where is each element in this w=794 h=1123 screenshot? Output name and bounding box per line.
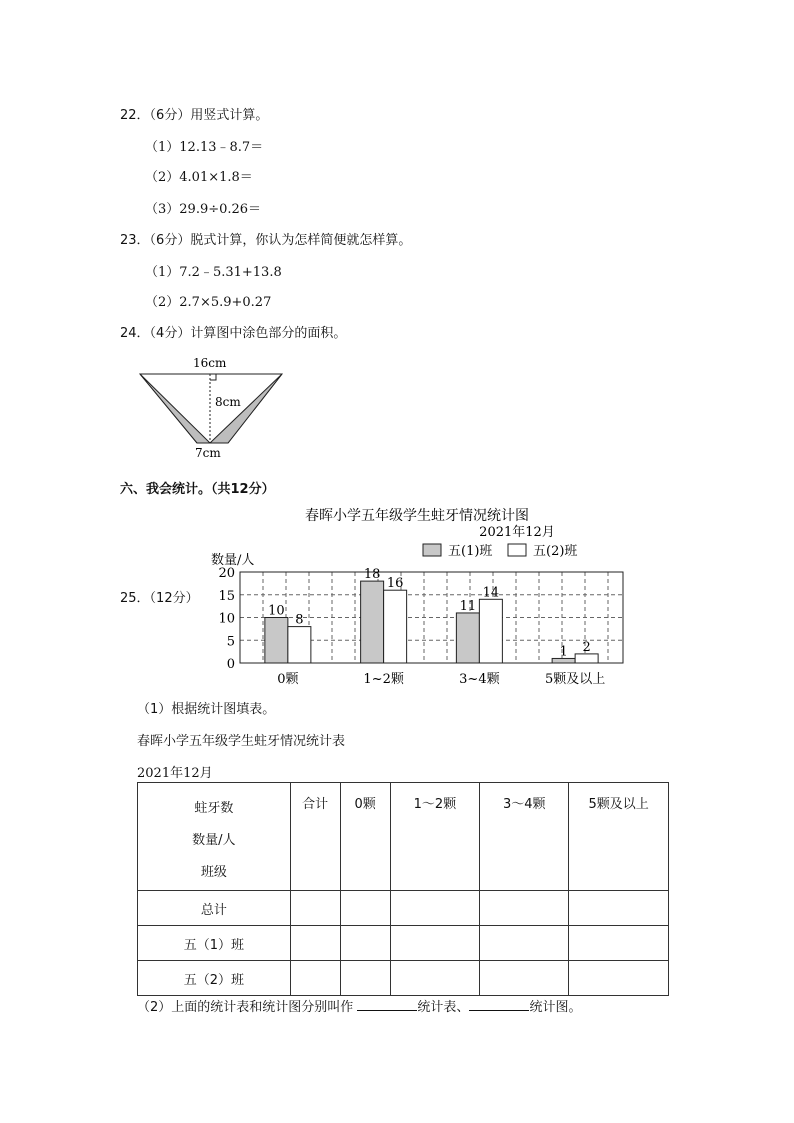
- answer-cell[interactable]: [290, 961, 340, 996]
- trapezoid-height-label: 8cm: [215, 395, 241, 409]
- answer-cell[interactable]: [290, 926, 340, 961]
- q22-title: 22．（6分）用竖式计算。: [120, 108, 269, 123]
- q25-sub2: [137, 996, 581, 1015]
- q23-item-1: （1）7.2﹣5.31+13.8: [145, 265, 282, 280]
- q23-title: 23．（6分）脱式计算，你认为怎样简便就怎样算。: [120, 233, 412, 248]
- answer-cell[interactable]: [480, 961, 569, 996]
- row-label-total: 总计: [138, 891, 291, 926]
- chart-y-axis-label: 数量/人: [211, 553, 255, 568]
- chart-subtitle: 2021年12月: [479, 525, 555, 540]
- bar-value-label: 1: [559, 644, 568, 660]
- q25-number: 25．（12分）: [120, 591, 199, 606]
- y-tick-label: 15: [218, 588, 235, 604]
- answer-blank-chart-type[interactable]: [469, 998, 529, 1011]
- legend-swatch: [508, 544, 526, 556]
- q25-sub2-text-b: 统计表、: [417, 1000, 470, 1015]
- q22-item-3: （3）29.9÷0.26＝: [145, 202, 262, 217]
- section6-title: 六、我会统计。（共12分）: [120, 482, 275, 497]
- table-header-total: 合计: [290, 783, 340, 891]
- table-row: [138, 926, 669, 961]
- trapezoid-figure: [135, 350, 295, 465]
- answer-cell[interactable]: [569, 891, 669, 926]
- legend-swatch: [423, 544, 441, 556]
- legend-label: 五(2)班: [533, 544, 578, 559]
- trapezoid-top-label: 16cm: [193, 356, 227, 370]
- answer-cell[interactable]: [480, 926, 569, 961]
- answer-cell[interactable]: [340, 926, 390, 961]
- bar: [575, 654, 598, 663]
- table-header-0: 0颗: [340, 783, 390, 891]
- bar: [384, 590, 407, 663]
- answer-cell[interactable]: [390, 961, 480, 996]
- bar-chart: [205, 502, 630, 690]
- x-category-label: 1~2颗: [363, 672, 404, 687]
- q23-item-2: （2）2.7×5.9+0.27: [145, 295, 272, 310]
- answer-cell[interactable]: [480, 891, 569, 926]
- answer-cell[interactable]: [340, 961, 390, 996]
- table-header-5plus: 5颗及以上: [569, 783, 669, 891]
- bar-value-label: 16: [386, 576, 404, 592]
- x-category-label: 3~4颗: [459, 672, 500, 687]
- bar-value-label: 14: [482, 585, 500, 601]
- bar: [361, 581, 384, 663]
- answer-cell[interactable]: [569, 926, 669, 961]
- answer-cell[interactable]: [569, 961, 669, 996]
- x-category-label: 5颗及以上: [544, 672, 606, 687]
- corner-label-count: 数量/人: [192, 833, 236, 848]
- statistics-table: [137, 782, 669, 996]
- q25-sub2-text-a: （2）上面的统计表和统计图分别叫作: [137, 1000, 354, 1015]
- corner-label-class: 班级: [200, 865, 227, 880]
- y-tick-label: 10: [218, 611, 235, 627]
- table-row: [138, 961, 669, 996]
- table-header-1-2: 1～2颗: [390, 783, 480, 891]
- answer-cell[interactable]: [390, 926, 480, 961]
- bar-value-label: 11: [459, 598, 477, 614]
- y-tick-label: 20: [218, 566, 235, 581]
- answer-blank-table-type[interactable]: [357, 998, 417, 1011]
- table-header-3-4: 3～4颗: [480, 783, 569, 891]
- q25-sub2-text-c: 统计图。: [529, 1000, 582, 1015]
- q25-sub1: （1）根据统计图填表。: [137, 702, 276, 717]
- bar-value-label: 8: [295, 612, 304, 628]
- bar-value-label: 10: [268, 603, 285, 619]
- answer-cell[interactable]: [290, 891, 340, 926]
- bar: [456, 613, 479, 663]
- y-tick-label: 5: [226, 634, 235, 650]
- bar-value-label: 18: [363, 567, 381, 583]
- corner-label-cavities: 蛀牙数: [194, 801, 234, 816]
- q22-item-1: （1）12.13﹣8.7＝: [145, 140, 264, 155]
- table-date: 2021年12月: [137, 766, 213, 781]
- y-tick-label: 0: [226, 657, 235, 672]
- bar: [479, 599, 502, 663]
- q24-title: 24．（4分）计算图中涂色部分的面积。: [120, 326, 347, 341]
- bar: [288, 627, 311, 663]
- bar-value-label: 2: [582, 639, 591, 655]
- table-row: [138, 891, 669, 926]
- row-label-class-2: 五（2）班: [138, 961, 291, 996]
- table-corner-cell: [138, 783, 291, 891]
- table-title: 春晖小学五年级学生蛀牙情况统计表: [137, 734, 346, 749]
- q22-item-2: （2）4.01×1.8＝: [145, 170, 253, 185]
- answer-cell[interactable]: [390, 891, 480, 926]
- legend-label: 五(1)班: [448, 544, 493, 559]
- bar: [265, 618, 288, 664]
- x-category-label: 0颗: [277, 672, 299, 687]
- chart-title: 春晖小学五年级学生蛀牙情况统计图: [305, 508, 529, 524]
- answer-cell[interactable]: [340, 891, 390, 926]
- trapezoid-bottom-label: 7cm: [195, 446, 221, 460]
- row-label-class-1: 五（1）班: [138, 926, 291, 961]
